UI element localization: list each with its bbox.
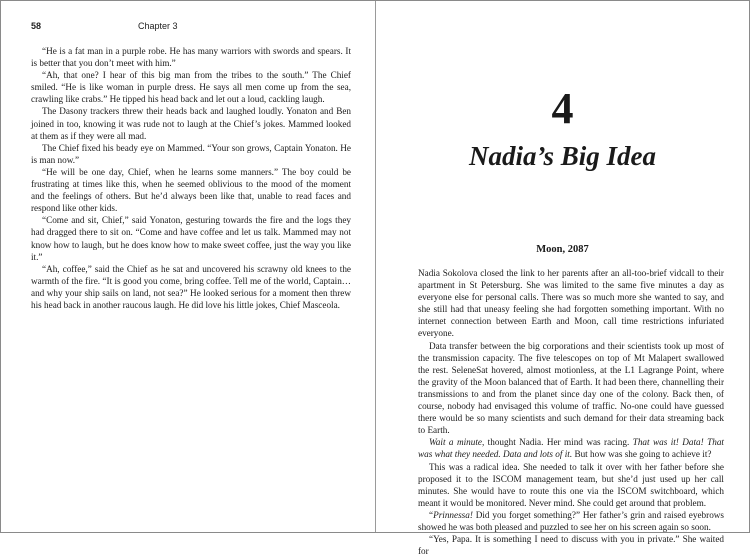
chapter-number: 4 — [551, 84, 574, 133]
right-body-text — [418, 267, 724, 557]
paragraph: “Yes, Papa. It is something I need to discuss with you in private.” She waited for — [418, 534, 724, 557]
italic-thought: That was it! Data! That was what they needed. Data and lots of it. — [418, 437, 724, 460]
paragraph — [418, 436, 724, 460]
paragraph: This was a radical idea. She needed to talk it over with her father before she proposed it to the ISCOM management team, but she’d just used up her call minutes. She would have to route this one via the ISCOM switchboard, which meant it would be monitored. Never mind. She could get around that problem. — [418, 461, 724, 508]
paragraph: “Come and sit, Chief,” said Yonaton, gesturing towards the fire and the logs they had dragged there to sit on. “Come and have coffee and let us talk. Mammed may not know how to laugh, but he does know how to make sweet coffee, just the way you like it.” — [31, 215, 351, 262]
paragraph: Nadia Sokolova closed the link to her parents after an all-too-brief vidcall to their apartment in St Petersburg. She was limited to the same five minutes a day as everyone else for personal calls. There was so much more she wanted to say, and she still had that uneasy feeling she had forgotten something important. With no internet connection between Earth and Moon, call time restrictions infuriated everyone. — [418, 268, 724, 339]
left-body-text — [31, 45, 351, 311]
paragraph: “Prinnessa! Did you forget something?” Her father’s grin and raised eyebrows showed he was both pleased and puzzled to see her on his screen again so soon. — [418, 509, 724, 532]
paragraph: “He is a fat man in a purple robe. He has many warriors with swords and spears. It is better that you don’t meet with him.” — [31, 46, 351, 69]
chapter-title: Nadia’s Big Idea — [469, 141, 656, 171]
italic-word: Prinnessa! — [433, 509, 473, 520]
paragraph: The Dasony trackers threw their heads back and laughed loudly. Yonaton and Ben joined in too, knowing it was rude not to laugh at the Chief’s jokes. Mammed looked at them as if they were all mad. — [31, 106, 351, 141]
running-head-chapter: Chapter 3 — [138, 21, 178, 31]
paragraph: The Chief fixed his beady eye on Mammed. “Your son grows, Captain Yonaton. He is man now.” — [31, 142, 351, 165]
paragraph-p2-rest: thought Nadia. Her mind was racing. That was it! Data! That was what they needed. Data and lots of it. But how was she going to achieve it? — [418, 437, 724, 460]
italic-thought: Wait a minute, — [429, 437, 485, 448]
paragraph: Data transfer between the big corporations and their scientists took up most of the transmission capacity. The five telescopes on top of Mt Malapert swallowed the rest. SeleneSat hovered, almost motionless, at the L1 Lagrange Point, where the gravity of the Moon balanced that of Earth. It had been there, channelling their transmissions to and from the planet since day one of the colony. Back then, of course, nobody had envisaged this volume of traffic. No-one could have guessed there would be so many scientists and such demand for their data streaming back to Earth. — [418, 340, 724, 436]
paragraph: “Ah, that one? I hear of this big man from the tribes to the south.” The Chief smiled. “He is like woman in purple dress. He says all men come up from the sea, crawling like crabs.” He tipped his head back and let out a loud, cackling laugh. — [31, 70, 351, 105]
left-page — [1, 1, 375, 532]
chapter-dateline: Moon, 2087 — [536, 244, 589, 255]
paragraph: “He will be one day, Chief, when he learns some manners.” The boy could be frustrating at times like this, when he seemed oblivious to the mood of the moment and the feelings of others. But he’d always been like that, unable to read faces and respond like other kids. — [31, 166, 351, 214]
right-page — [376, 1, 749, 557]
page-number: 58 — [31, 21, 42, 31]
paragraph: “Ah, coffee,” said the Chief as he sat and uncovered his scrawny old knees to the warmth of the fire. “It is good you come, bring coffee. Tell me of the world, Captain… and why your ship sails on land, not sea?” He looked serious for a moment then threw his head back in another raucous laugh. He did love his little jokes, Chief Masceola. — [31, 263, 351, 310]
running-head — [31, 21, 178, 31]
